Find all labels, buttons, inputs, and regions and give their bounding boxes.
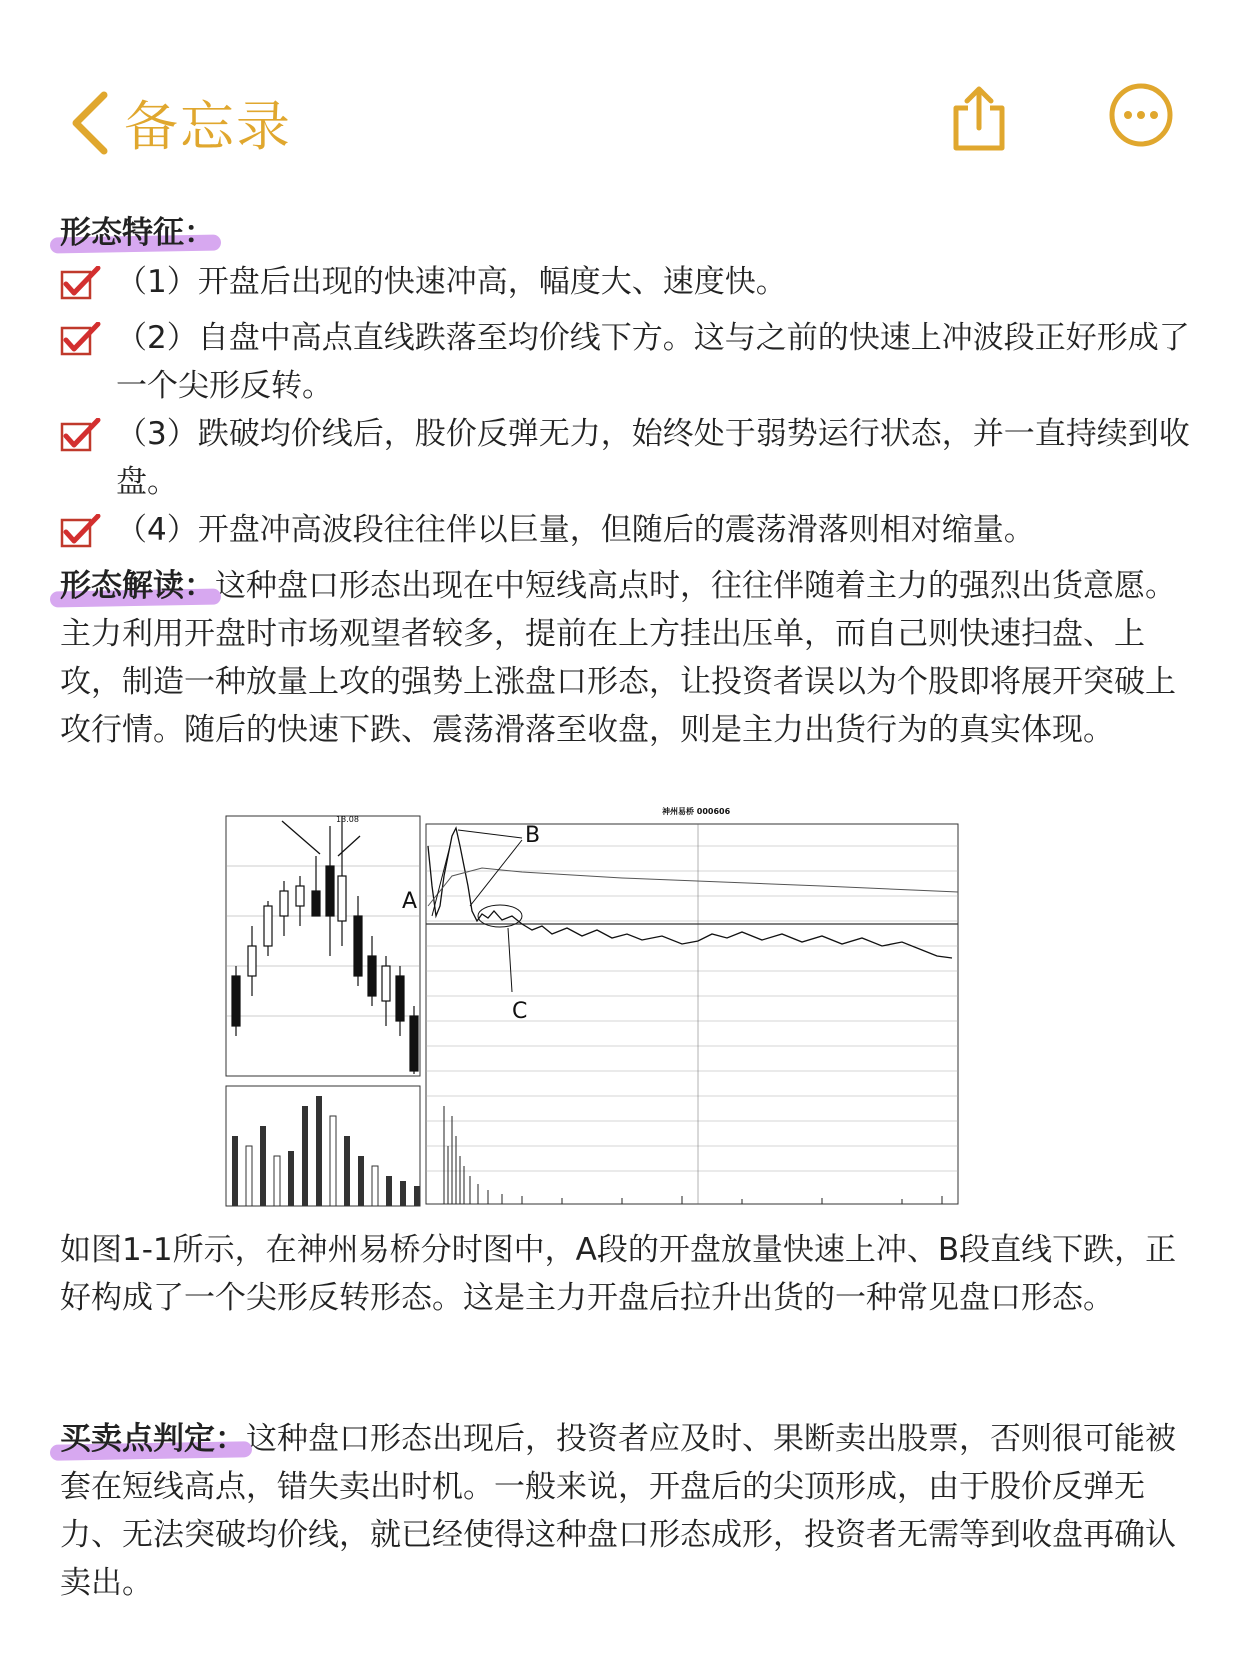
checkmark-icon bbox=[60, 258, 116, 314]
figure-caption: 如图1-1所示，在神州易桥分时图中，A段的开盘放量快速上冲、B段直线下跌，正好构成了一个尖形反转形态。这是主力开盘后拉升出货的一种常见盘口形态。 bbox=[60, 1232, 1177, 1316]
checkmark-icon bbox=[60, 410, 116, 466]
feature-item-text: （2）自盘中高点直线跌落至均价线下方。这与之前的快速上冲波段正好形成了一个尖形反转。 bbox=[116, 320, 1190, 404]
back-label: 备忘录 bbox=[124, 95, 292, 158]
chevron-left-icon bbox=[70, 91, 110, 155]
chart-title: 神州易桥 000606 bbox=[662, 807, 731, 816]
trade-point-text: 这种盘口形态出现后，投资者应及时、果断卖出股票，否则很可能被套在短线高点，错失卖出时机。一般来说，开盘后的尖顶形成，由于股价反弹无力、无法突破均价线，就已经使得这种盘口形态成形，投资者无需等到收盘再确认卖出。 bbox=[60, 1421, 1176, 1601]
more-button[interactable] bbox=[1108, 82, 1174, 152]
figure-caption-block bbox=[60, 1226, 1190, 1322]
label-b: B bbox=[525, 823, 541, 848]
feature-item-text: （1）开盘后出现的快速冲高，幅度大、速度快。 bbox=[116, 264, 787, 300]
feature-item bbox=[60, 506, 1190, 562]
peak-price-label: 13.08 bbox=[336, 815, 359, 824]
feature-item bbox=[60, 314, 1190, 410]
trade-point-paragraph bbox=[60, 1415, 1190, 1607]
stock-chart-figure bbox=[222, 806, 1052, 1214]
feature-item-text: （3）跌破均价线后，股价反弹无力，始终处于弱势运行状态，并一直持续到收盘。 bbox=[116, 416, 1190, 500]
checkmark-icon bbox=[60, 314, 116, 370]
label-a: A bbox=[402, 889, 418, 914]
share-button[interactable] bbox=[950, 86, 1008, 156]
feature-item bbox=[60, 410, 1190, 506]
interpretation-paragraph bbox=[60, 562, 1190, 754]
stock-chart-image bbox=[222, 806, 1052, 1214]
trade-point-block bbox=[60, 1415, 1190, 1607]
interpretation-text: 这种盘口形态出现在中短线高点时，往往伴随着主力的强烈出货意愿。主力利用开盘时市场观望者较多，提前在上方挂出压单，而自己则快速扫盘、上攻，制造一种放量上攻的强势上涨盘口形态，让投资者误以为个股即将展开突破上攻行情。随后的快速下跌、震荡滑落至收盘，则是主力出货行为的真实体现。 bbox=[60, 568, 1176, 748]
more-icon bbox=[1108, 82, 1174, 148]
back-button[interactable] bbox=[70, 84, 292, 161]
features-section bbox=[60, 210, 1190, 256]
trade-point-title: 买卖点判定： bbox=[60, 1415, 246, 1463]
checkmark-icon bbox=[60, 506, 116, 562]
note-content bbox=[60, 210, 1190, 754]
top-navigation-bar bbox=[0, 0, 1242, 190]
label-c: C bbox=[512, 999, 528, 1024]
interpretation-title: 形态解读： bbox=[60, 562, 215, 610]
share-icon bbox=[950, 86, 1008, 152]
feature-item-text: （4）开盘冲高波段往往伴以巨量，但随后的震荡滑落则相对缩量。 bbox=[116, 512, 1035, 548]
features-title: 形态特征： bbox=[60, 210, 215, 256]
feature-item bbox=[60, 258, 1190, 314]
